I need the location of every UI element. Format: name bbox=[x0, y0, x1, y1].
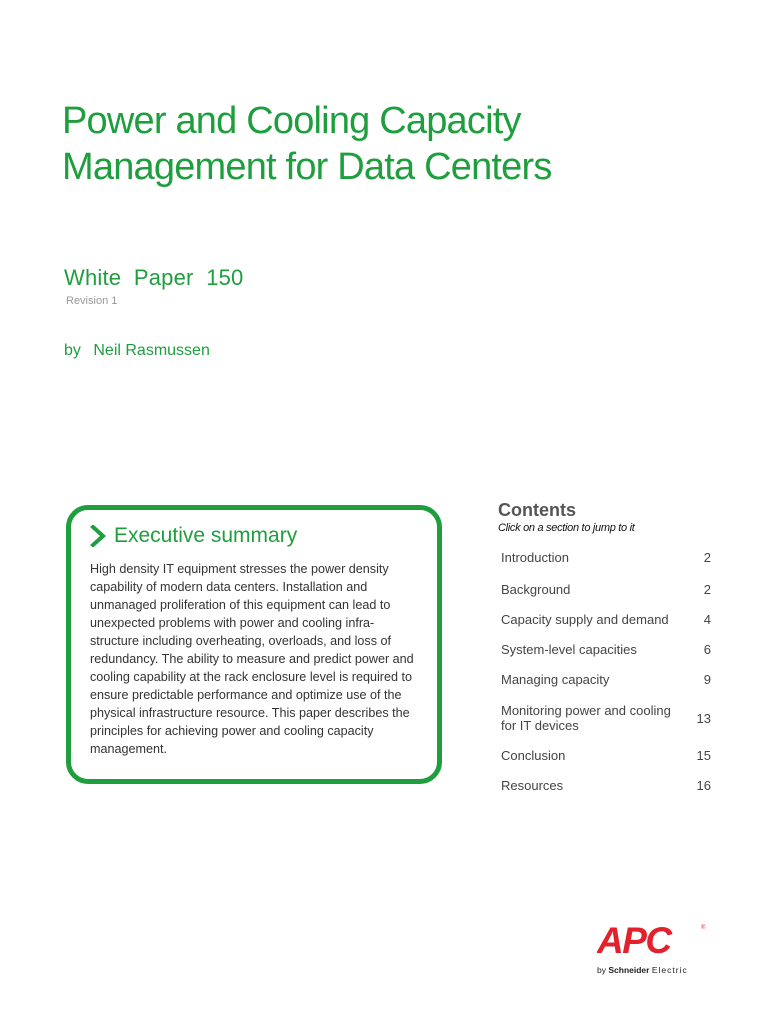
author-line bbox=[64, 342, 210, 360]
toc-item-monitoring[interactable] bbox=[501, 703, 711, 733]
author-prefix: by bbox=[64, 342, 81, 359]
revision-label: Revision 1 bbox=[66, 295, 118, 307]
executive-summary-header bbox=[90, 524, 421, 548]
executive-summary-text: High density IT equipment stresses the power density capability of modern data centers. Installation and unmanaged proliferation of this equipment can lead to unexpected problems with power and cooling infra-structure including overheating, overloads, and loss of redundancy. The ability to measure and predict power and cooling capability at the rack enclosure level is required to ensure predictable performance and optimize use of the physical infrastructure resource. This paper describes the principles for achieving power and cooling capacity management. bbox=[90, 562, 414, 756]
white-paper-number: White Paper 150 bbox=[64, 265, 244, 290]
toc-item-system-level[interactable] bbox=[501, 642, 711, 657]
tagline-electric: Electric bbox=[651, 965, 688, 975]
toc-item-page: 2 bbox=[703, 550, 711, 565]
toc-item-resources[interactable] bbox=[501, 778, 711, 793]
toc-item-label: Resources bbox=[501, 778, 564, 793]
toc-item-label: Background bbox=[501, 582, 571, 597]
contents-subtitle: Click on a section to jump to it bbox=[498, 522, 635, 534]
toc-item-label: Capacity supply and demand bbox=[501, 612, 669, 627]
toc-item-page: 4 bbox=[703, 612, 711, 627]
toc-item-conclusion[interactable] bbox=[501, 748, 711, 763]
tagline-by: by bbox=[597, 965, 606, 975]
executive-summary-heading: Executive summary bbox=[114, 524, 298, 547]
toc-item-page: 16 bbox=[696, 778, 711, 793]
toc-item-page: 13 bbox=[696, 710, 711, 726]
toc-item-page: 2 bbox=[703, 582, 711, 597]
toc-item-label: Introduction bbox=[501, 550, 569, 565]
contents-title: Contents bbox=[498, 500, 576, 520]
toc-item-managing-capacity[interactable] bbox=[501, 672, 711, 687]
document-title bbox=[62, 98, 682, 190]
toc-item-page: 9 bbox=[703, 672, 711, 687]
toc-item-page: 6 bbox=[703, 642, 711, 657]
toc-item-label: Managing capacity bbox=[501, 672, 610, 687]
tagline-brand: Schneider bbox=[608, 965, 650, 975]
registered-mark: ® bbox=[701, 925, 706, 931]
title-line-2: Management for Data Centers bbox=[62, 146, 552, 188]
executive-summary-box bbox=[66, 505, 442, 784]
author-name: Neil Rasmussen bbox=[93, 342, 210, 359]
schneider-tagline bbox=[597, 965, 688, 975]
toc-item-label: Monitoring power and cooling for IT devices bbox=[501, 703, 671, 733]
chevron-right-icon bbox=[90, 525, 108, 547]
apc-logo-mark: APC bbox=[597, 922, 671, 961]
toc-item-capacity-supply[interactable] bbox=[501, 612, 711, 627]
toc-item-page: 15 bbox=[696, 748, 711, 763]
title-line-1: Power and Cooling Capacity bbox=[62, 100, 521, 142]
toc-item-background[interactable] bbox=[501, 582, 711, 597]
toc-item-label: System-level capacities bbox=[501, 642, 637, 657]
table-of-contents bbox=[498, 500, 714, 534]
toc-item-introduction[interactable] bbox=[501, 550, 711, 565]
toc-item-label: Conclusion bbox=[501, 748, 566, 763]
